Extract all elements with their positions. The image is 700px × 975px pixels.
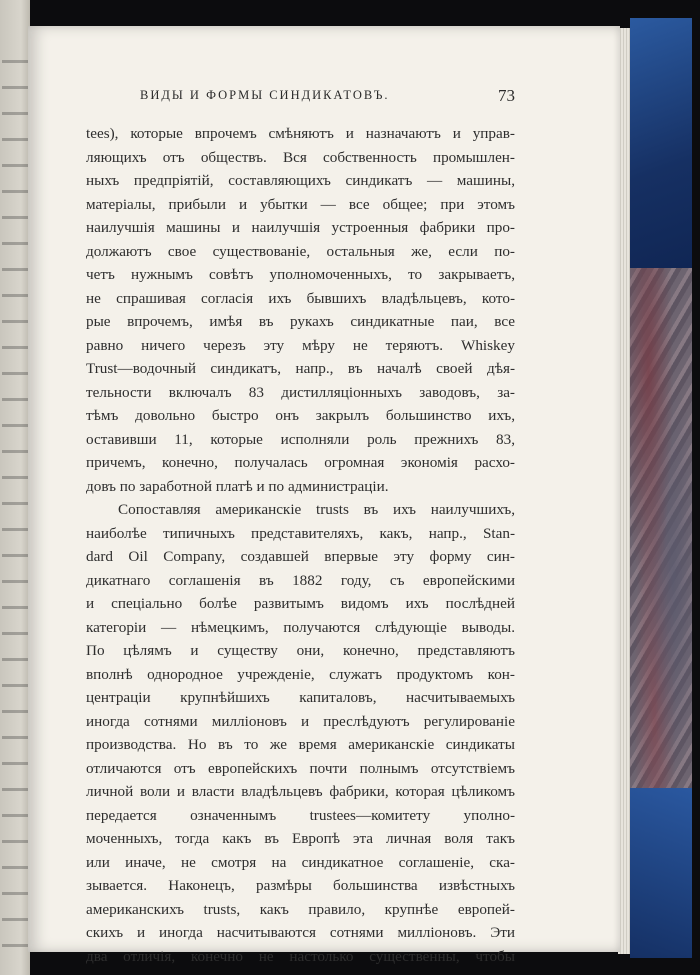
marbled-board (630, 268, 692, 788)
text-line: довъ по заработной платѣ и по администраціи. (86, 477, 389, 495)
text-line: и спеціально болѣе развитымъ видомъ ихъ послѣдней (86, 595, 515, 612)
text-line: ляющихъ отъ обществъ. Вся собственность промышлен- (86, 148, 515, 166)
text-line: тельности включалъ 83 дистилляціонныхъ заводовъ, за- (86, 383, 515, 401)
text-line: равно ничего черезъ эту мѣру не теряютъ. Whiskey (86, 336, 515, 354)
book-cover (630, 18, 692, 958)
text-line: отличаются отъ европейскихъ почти полнымъ отсутствіемъ (86, 759, 515, 777)
text-line: причемъ, конечно, получалась огромная экономія расхо- (86, 454, 515, 471)
text-line: Trust—водочный синдикатъ, напр., въ началѣ своей дѣя- (86, 360, 515, 377)
text-line: четъ нужнымъ совѣтъ уполномоченныхъ, то закрываетъ, (86, 266, 515, 283)
text-line: тѣмъ довольно быстро онъ закрылъ большинство ихъ, (86, 407, 515, 424)
text-line: дикатнаго соглашенія въ 1882 году, съ европейскими (86, 571, 515, 589)
text-line: личной воли и власти владѣльцевъ фабрики, которая цѣликомъ (86, 783, 515, 800)
text-line: американскихъ trusts, какъ правило, крупнѣе европей- (86, 900, 515, 918)
text-line: dard Oil Company, создавшей впервые эту форму син- (86, 548, 515, 565)
text-line: рые впрочемъ, имѣя въ рукахъ синдикатные паи, все (86, 313, 515, 330)
text-line: tees), которые впрочемъ смѣняютъ и назначаютъ и управ- (86, 125, 515, 142)
text-line: два отличія, конечно не настолько существенны, чтобы (86, 947, 515, 965)
text-line: передается означеннымъ trustees—комитету уполно- (86, 806, 515, 824)
facing-page-edge (0, 0, 30, 975)
text-line: центраціи крупнѣйшихъ капиталовъ, насчитываемыхъ (86, 689, 515, 706)
text-line: оставивши 11, которые исполняли роль прежнихъ 83, (86, 430, 515, 448)
text-line: категоріи — нѣмецкимъ, получаются слѣдующіе выводы. (86, 618, 515, 636)
text-line: ныхъ предпріятій, составляющихъ синдикатъ — машины, (86, 172, 515, 189)
page-number: 73 (498, 86, 515, 105)
text-line: матеріалы, прибыли и убытки — все общее; при этомъ (86, 195, 515, 213)
text-line: наиболѣе типичныхъ представителяхъ, какъ, напр., Stan- (86, 524, 515, 542)
page-header (140, 86, 515, 110)
text-line: наилучшія машины и наилучшія устроенныя фабрики про- (86, 219, 515, 236)
text-line: Сопоставляя американскіе trusts въ ихъ наилучшихъ, (118, 501, 515, 518)
body-text (86, 122, 515, 968)
text-line: вполнѣ однородное учрежденіе, служатъ продуктомъ кон- (86, 665, 515, 683)
text-line: скихъ и иногда насчитываются сотнями милліоновъ. Эти (86, 924, 515, 941)
book-page (28, 26, 620, 965)
text-line: моченныхъ, тогда какъ въ Европѣ эта личная воля такъ (86, 830, 515, 847)
text-line: или иначе, не смотря на синдикатное соглашеніе, ска- (86, 853, 515, 871)
text-line: производства. Но въ то же время американскіе синдикаты (86, 736, 515, 753)
text-line: не спрашивая согласія ихъ бывшихъ владѣльцевъ, кото- (86, 289, 515, 307)
text-line: иногда сотнями милліоновъ и преслѣдуютъ регулированіе (86, 712, 515, 730)
running-head: ВИДЫ И ФОРМЫ СИНДИКАТОВЪ. (140, 88, 390, 102)
text-line: должаютъ свое существованіе, остальныя же, если по- (86, 242, 515, 260)
text-line: По цѣлямъ и существу они, конечно, представляютъ (86, 642, 515, 659)
text-line: зывается. Наконецъ, размѣры большинства извѣстныхъ (86, 877, 515, 894)
